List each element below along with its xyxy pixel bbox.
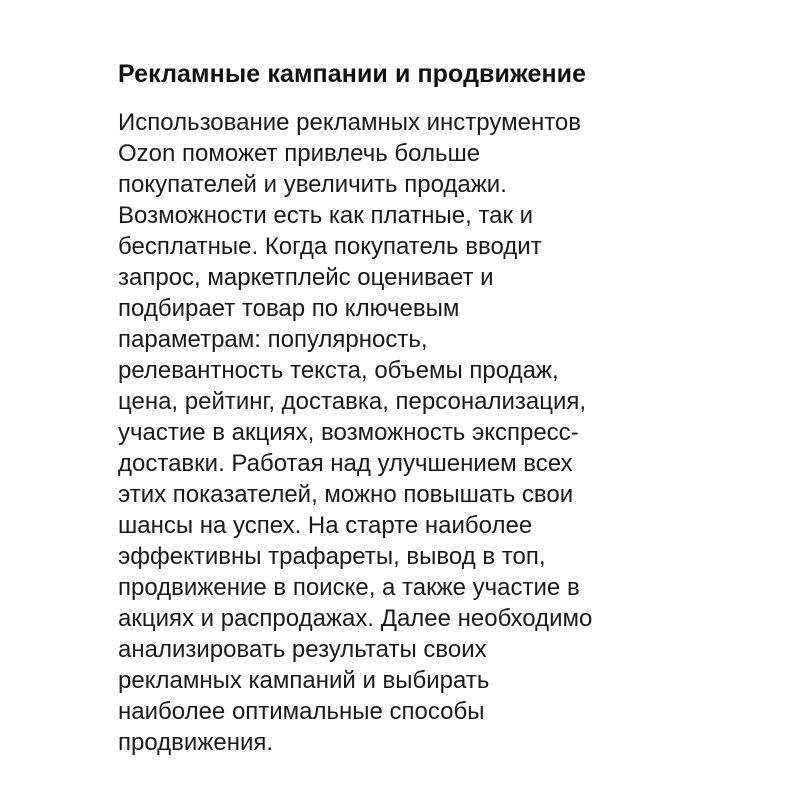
body-line: участие в акциях, возможность экспресс- [118, 419, 579, 446]
body-line: рекламных кампаний и выбирать [118, 667, 490, 694]
body-line: этих показателей, можно повышать свои [118, 481, 574, 508]
body-line: анализировать результаты своих [118, 636, 487, 663]
body-line: подбирает товар по ключевым [118, 295, 460, 322]
body-line: доставки. Работая над улучшением всех [118, 450, 573, 477]
body-line: продвижение в поиске, а также участие в [118, 574, 580, 601]
body-line: параметрам: популярность, [118, 326, 428, 353]
body-line: релевантность текста, объемы продаж, [118, 357, 559, 384]
body-line: цена, рейтинг, доставка, персонализация, [118, 388, 587, 415]
body-line: покупателей и увеличить продажи. [118, 171, 507, 198]
article-body [118, 107, 592, 758]
body-line: наиболее оптимальные способы [118, 698, 485, 725]
body-line: акциях и распродажах. Далее необходимо [118, 605, 593, 632]
body-line: бесплатные. Когда покупатель вводит [118, 233, 542, 260]
body-line: эффективны трафареты, вывод в топ, [118, 543, 546, 570]
body-line: Использование рекламных инструментов [118, 109, 582, 136]
body-line: Возможности есть как платные, так и [118, 202, 534, 229]
body-line: запрос, маркетплейс оценивает и [118, 264, 494, 291]
article-title: Рекламные кампании и продвижение [118, 60, 587, 88]
body-line: шансы на успех. На старте наиболее [118, 512, 533, 539]
body-line: Ozon поможет привлечь больше [118, 140, 481, 167]
body-line: продвижения. [118, 729, 274, 756]
